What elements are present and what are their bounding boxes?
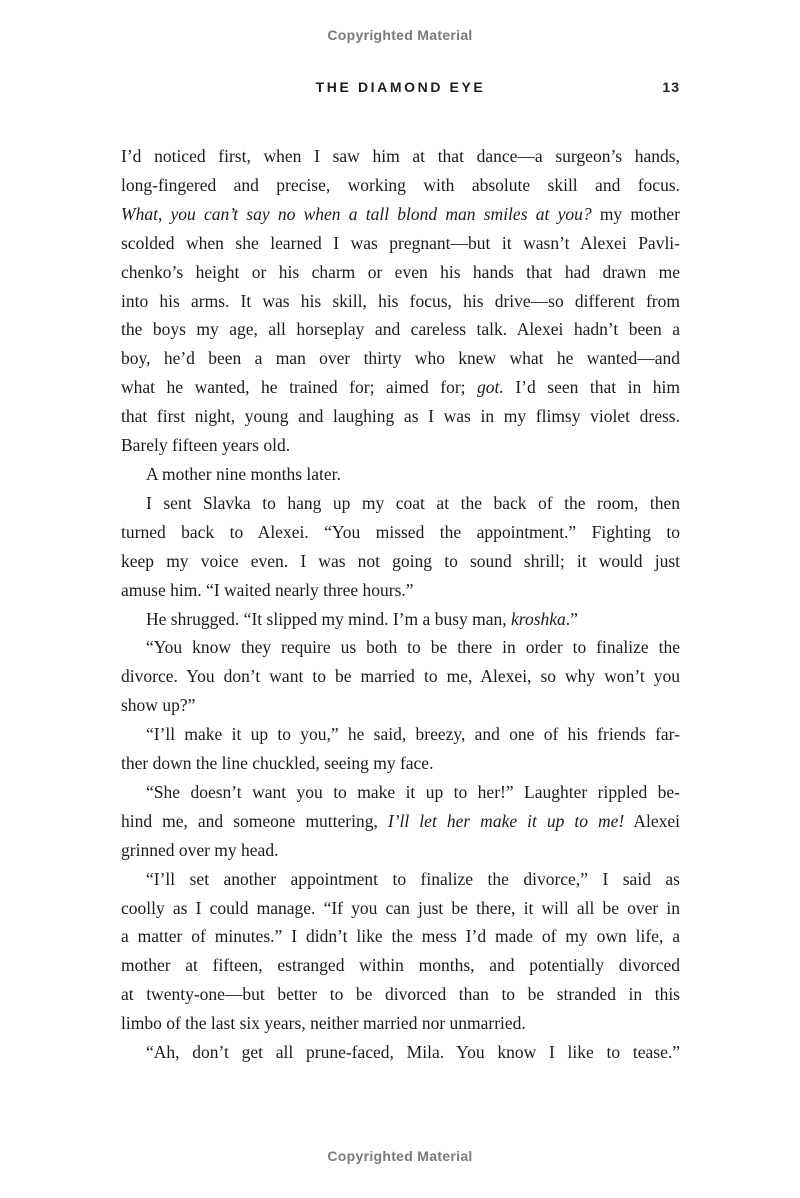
text-segment: divorce. You don’t want to be married to me, Alexei, so why won’t you [121,666,680,687]
text-segment: at twenty-one—but better to be divorced than to be stranded in this [121,984,680,1005]
paragraph [121,489,680,605]
text-line [121,287,680,316]
text-segment: that first night, young and laughing as I was in my flimsy violet dress. [121,406,680,427]
text-segment: mother at fifteen, estranged within months, and potentially divorced [121,955,680,976]
text-segment: grinned over my head. [121,839,279,860]
text-segment: I’d seen that in him [503,377,681,398]
italic-text-segment: kroshka [511,608,566,629]
text-line [121,836,680,865]
text-segment: “She doesn’t want you to make it up to her!” Laughter rippled be- [146,781,680,802]
text-line [121,489,680,518]
text-segment: “Ah, don’t get all prune-faced, Mila. You know I like to tease.” [146,1042,680,1063]
book-title: THE DIAMOND EYE [315,79,486,95]
paragraph [121,142,680,460]
text-segment: Alexei [624,810,681,831]
text-segment: “I’ll set another appointment to finalize the divorce,” I said as [146,868,680,889]
text-segment: I sent Slavka to hang up my coat at the back of the room, then [146,492,680,513]
text-line [121,460,680,489]
paragraph [121,720,680,778]
text-line [121,402,680,431]
text-segment: the boys my age, all horseplay and careless talk. Alexei hadn’t been a [121,319,680,340]
text-segment: chenko’s height or his charm or even his hands that had drawn me [121,261,680,282]
text-segment: into his arms. It was his skill, his focus, his drive—so different from [121,290,680,311]
italic-text-segment: got. [477,377,504,398]
text-segment: keep my voice even. I was not going to sound shrill; it would just [121,550,680,571]
text-line [121,229,680,258]
text-segment: A mother nine months later. [146,463,341,484]
text-segment: “You know they require us both to be there in order to finalize the [146,637,680,658]
text-segment: He shrugged. “It slipped my mind. I’m a busy man, [146,608,512,629]
text-line [121,980,680,1009]
text-line [121,315,680,344]
paragraph [121,1038,680,1067]
text-segment: I’d noticed first, when I saw him at that dance—a surgeon’s hands, [121,146,680,166]
text-line [121,894,680,923]
text-line [121,344,680,373]
text-line [121,807,680,836]
text-line [121,633,680,662]
running-header [121,79,680,99]
text-segment: boy, he’d been a man over thirty who knew what he wanted—and [121,348,680,369]
text-segment: what he wanted, he trained for; aimed for; [121,377,478,398]
text-line [121,605,680,634]
paragraph [121,778,680,865]
paragraph [121,460,680,489]
copyright-notice-bottom: Copyrighted Material [327,1148,473,1164]
text-line [121,865,680,894]
text-line [121,518,680,547]
text-line [121,142,680,171]
text-line [121,171,680,200]
text-segment: Barely fifteen years old. [121,435,291,456]
text-segment: turned back to Alexei. “You missed the appointment.” Fighting to [121,521,680,542]
paragraph [121,605,680,634]
text-segment: coolly as I could manage. “If you can just be there, it will all be over in [121,897,680,918]
text-segment: ther down the line chuckled, seeing my face. [121,753,434,774]
text-line [121,778,680,807]
text-line [121,200,680,229]
text-segment: amuse him. “I waited nearly three hours.” [121,579,414,600]
page-body [121,142,680,1067]
text-line [121,691,680,720]
text-segment: hind me, and someone muttering, [121,810,388,831]
paragraph [121,865,680,1038]
italic-text-segment: I’ll let her make it up to me! [387,810,625,831]
text-segment: show up?” [121,695,196,716]
text-line [121,1009,680,1038]
text-line [121,749,680,778]
text-line [121,662,680,691]
text-segment: my mother [591,203,680,224]
text-line [121,1038,680,1067]
text-segment: a matter of minutes.” I didn’t like the mess I’d made of my own life, a [121,926,680,947]
text-line [121,547,680,576]
text-segment: long-fingered and precise, working with absolute skill and focus. [121,174,680,195]
text-line [121,431,680,460]
copyright-notice-top: Copyrighted Material [327,27,473,43]
paragraph [121,633,680,720]
page-number: 13 [662,79,680,95]
text-line [121,922,680,951]
italic-text-segment: What, you can’t say no when a tall blond man smiles at you? [121,203,592,224]
text-segment: .” [565,608,578,629]
text-segment: “I’ll make it up to you,” he said, breezy, and one of his friends far- [146,724,680,745]
text-line [121,720,680,749]
text-line [121,373,680,402]
text-line [121,258,680,287]
text-line [121,951,680,980]
text-line [121,576,680,605]
text-segment: scolded when she learned I was pregnant—but it wasn’t Alexei Pavli- [121,232,680,253]
text-segment: limbo of the last six years, neither married nor unmarried. [121,1013,526,1034]
